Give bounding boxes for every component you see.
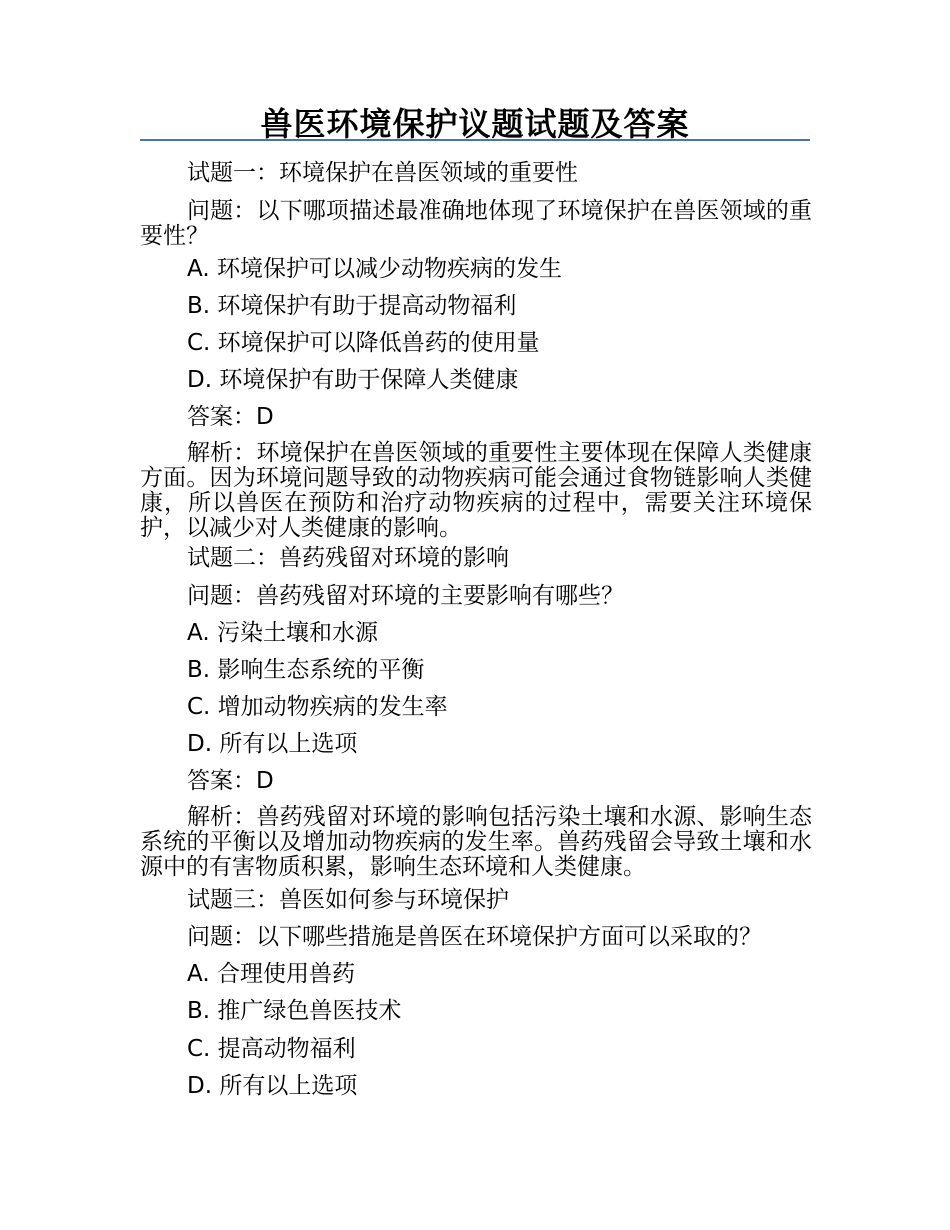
q1-option-c: C. 环境保护可以降低兽药的使用量 [187, 330, 540, 356]
q3-option-a: A. 合理使用兽药 [187, 961, 355, 987]
q2-option-a: A. 污染土壤和水源 [187, 620, 378, 646]
q1-answer: 答案：D [187, 404, 274, 430]
q2-analysis: 解析：兽药残留对环境的影响包括污染土壤和水源、影响生态系统的平衡以及增加动物疾病的发生率。兽药残留会导致土壤和水源中的有害物质积累，影响生态环境和人类健康。 [140, 804, 812, 880]
q3-option-c: C. 提高动物福利 [187, 1036, 356, 1062]
q2-option-d: D. 所有以上选项 [187, 731, 358, 757]
q2-option-c: C. 增加动物疾病的发生率 [187, 694, 448, 720]
q3-heading: 试题三：兽医如何参与环境保护 [187, 887, 509, 913]
q1-question: 问题：以下哪项描述最准确地体现了环境保护在兽医领域的重要性？ [140, 198, 812, 249]
q3-question: 问题：以下哪些措施是兽医在环境保护方面可以采取的？ [187, 924, 762, 950]
q2-heading: 试题二：兽药残留对环境的影响 [187, 545, 509, 571]
document-title: 兽医环境保护议题试题及答案 [260, 105, 690, 143]
q1-option-a: A. 环境保护可以减少动物疾病的发生 [187, 256, 562, 282]
q2-option-b: B. 影响生态系统的平衡 [187, 657, 425, 683]
q2-question: 问题：兽药残留对环境的主要影响有哪些？ [187, 583, 624, 609]
q2-answer: 答案：D [187, 768, 274, 794]
q1-heading: 试题一：环境保护在兽医领域的重要性 [187, 160, 578, 186]
title-underline [140, 139, 810, 141]
q1-option-b: B. 环境保护有助于提高动物福利 [187, 293, 517, 319]
q1-analysis: 解析：环境保护在兽医领域的重要性主要体现在保障人类健康方面。因为环境问题导致的动物疾病可能会通过食物链影响人类健康，所以兽医在预防和治疗动物疾病的过程中，需要关注环境保护，以减少对人类健康的影响。 [140, 440, 812, 541]
q3-option-b: B. 推广绿色兽医技术 [187, 998, 402, 1024]
q1-option-d: D. 环境保护有助于保障人类健康 [187, 367, 519, 393]
q3-option-d: D. 所有以上选项 [187, 1073, 358, 1099]
